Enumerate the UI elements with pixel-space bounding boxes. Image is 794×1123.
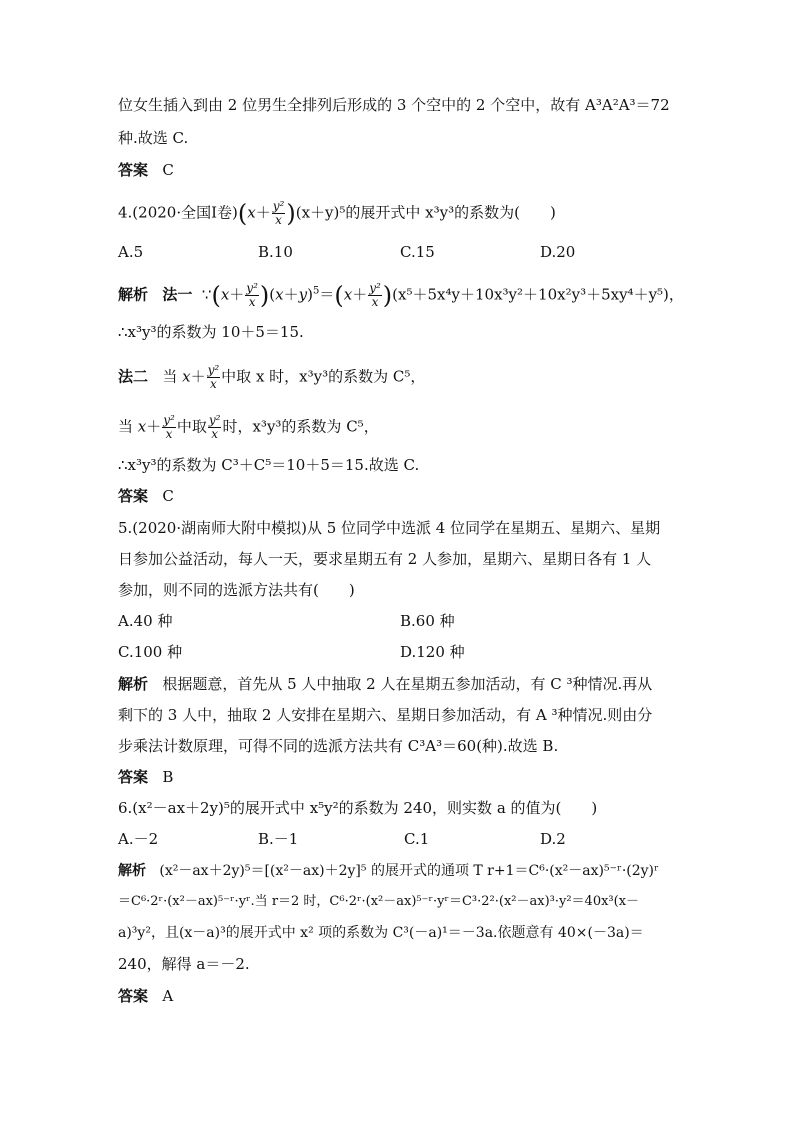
- q6-answer: [118, 986, 173, 1006]
- q3-line-2: 种.故选 C.: [118, 129, 189, 147]
- q4-sol1-expansion: (x⁵＋5x⁴y＋10x³y²＋10x²y³＋5xy⁴＋y⁵)，: [392, 285, 684, 304]
- q6-option-b: B.－1: [258, 830, 299, 848]
- jiexi-label: 解析: [118, 675, 149, 693]
- q4-method-2-text-2: 时，x³y³的系数为 C⁵，: [222, 417, 379, 436]
- q5-solution-line-1: [118, 674, 652, 694]
- q4-option-d: D.20: [540, 243, 576, 261]
- answer-label: 答案: [118, 487, 149, 505]
- q4-solution-line-2: ∴x³y³的系数为 10＋5＝15.: [118, 323, 304, 341]
- answer-value: C: [162, 161, 174, 179]
- q6-solution-line-1: [118, 861, 659, 881]
- q6-solution-line-3: a)³y²，且(x－a)³的展开式中 x² 项的系数为 C³(－a)¹＝－3a.依题意有 40×(－3a)＝: [118, 925, 644, 941]
- q5-option-c: C.100 种: [118, 643, 183, 661]
- q6-solution-line-2: ＝C⁶·2ʳ·(x²－ax)⁵⁻ʳ·yʳ.当 r＝2 时，C⁶·2ʳ·(x²－ax)⁵⁻ʳ·yʳ＝C³·2²·(x²－ax)³·y²＝40x³(x－: [118, 894, 640, 909]
- q5-solution-line-3: 步乘法计数原理，可得不同的选派方法共有 C³A³＝60(种).故选 B.: [118, 737, 559, 755]
- q4-option-c: C.15: [400, 243, 435, 261]
- answer-value: B: [162, 768, 174, 786]
- q4-method-2-line-3: ∴x³y³的系数为 C³＋C⁵＝10＋5＝15.故选 C.: [118, 456, 420, 474]
- q4-option-b: B.10: [258, 243, 293, 261]
- q4-solution-line-1: 解析 法一 ∵(x＋ $\frac{\text{y²}}{x}$ )$(x+y)^5=(x+$ $\frac{\text{y²}}{x}$ )(x⁵＋5x⁴y＋10x³y²＋10x²y³＋5xy⁴＋y⁵)，: [118, 281, 684, 310]
- q4-method-2-text-1: 中取 x 时，x³y³的系数为 C⁵，: [221, 367, 426, 386]
- q5-answer: [118, 767, 173, 787]
- method-2-label: 法二: [118, 367, 149, 386]
- q4-stem: 4.(2020·全国Ⅰ卷)(x＋ $\frac{\text{y²}}{x}$ )(x＋y)⁵的展开式中 x³y³的系数为( ): [118, 199, 556, 228]
- q6-stem: 6.(x²－ax＋2y)⁵的展开式中 x⁵y²的系数为 240，则实数 a 的值为( ): [118, 799, 598, 817]
- q3-line-1: 位女生插入到由 2 位男生全排列后形成的 3 个空中的 2 个空中，故有 A³A²A³＝72: [118, 96, 670, 114]
- fraction: $\frac{\text{y²}}{x}$: [272, 199, 285, 227]
- q4-method-2-line-2: 当 x＋ $\frac{\text{y²}}{x}$ 中取 $\frac{\text{y²}}{x}$ 时，x³y³的系数为 C⁵，: [118, 413, 379, 441]
- q4-stem-source: 4.(2020·全国Ⅰ卷): [118, 203, 238, 222]
- q5-stem-line-2: 日参加公益活动，每人一天，要求星期五有 2 人参加，星期六、星期日各有 1 人: [118, 550, 652, 568]
- q5-solution-line-2: 剩下的 3 人中，抽取 2 人安排在星期六、星期日参加活动，有 A ³种情况.则由分: [118, 706, 653, 724]
- q4-stem-rest: (x＋y)⁵的展开式中 x³y³的系数为( ): [295, 203, 556, 222]
- answer-value: C: [162, 487, 174, 505]
- q5-option-b: B.60 种: [400, 612, 455, 630]
- q5-stem-line-1: 5.(2020·湖南师大附中模拟)从 5 位同学中选派 4 位同学在星期五、星期六、星期: [118, 519, 661, 537]
- q5-option-a: A.40 种: [118, 612, 173, 630]
- q3-answer: [118, 160, 174, 180]
- q4-answer: [118, 486, 174, 506]
- q6-option-d: D.2: [540, 830, 566, 848]
- q6-option-c: C.1: [404, 830, 430, 848]
- q5-solution-text-1: 根据题意，首先从 5 人中抽取 2 人在星期五参加活动，有 C ³种情况.再从: [162, 675, 653, 693]
- jiexi-label: 解析: [118, 285, 149, 304]
- q6-option-a: A.－2: [118, 830, 159, 848]
- answer-value: A: [162, 987, 174, 1005]
- method-1-label: 法一: [162, 285, 193, 304]
- answer-label: 答案: [118, 768, 149, 786]
- q5-option-d: D.120 种: [400, 643, 465, 661]
- q4-option-a: A.5: [118, 243, 144, 261]
- answer-label: 答案: [118, 987, 149, 1005]
- q6-solution-text-1: (x²－ax＋2y)⁵＝[(x²－ax)＋2y]⁵ 的展开式的通项 T r+1＝C⁶·(x²－ax)⁵⁻ʳ·(2y)ʳ: [159, 863, 659, 879]
- q6-solution-line-4: 240，解得 a＝－2.: [118, 955, 250, 973]
- q4-method-2-line-1: 法二 当 x＋ $\frac{\text{y²}}{x}$ 中取 x 时，x³y³的系数为 C⁵，: [118, 363, 426, 391]
- q5-stem-line-3: 参加，则不同的选派方法共有( ): [118, 581, 355, 599]
- answer-label: 答案: [118, 161, 149, 179]
- jiexi-label: 解析: [118, 863, 146, 879]
